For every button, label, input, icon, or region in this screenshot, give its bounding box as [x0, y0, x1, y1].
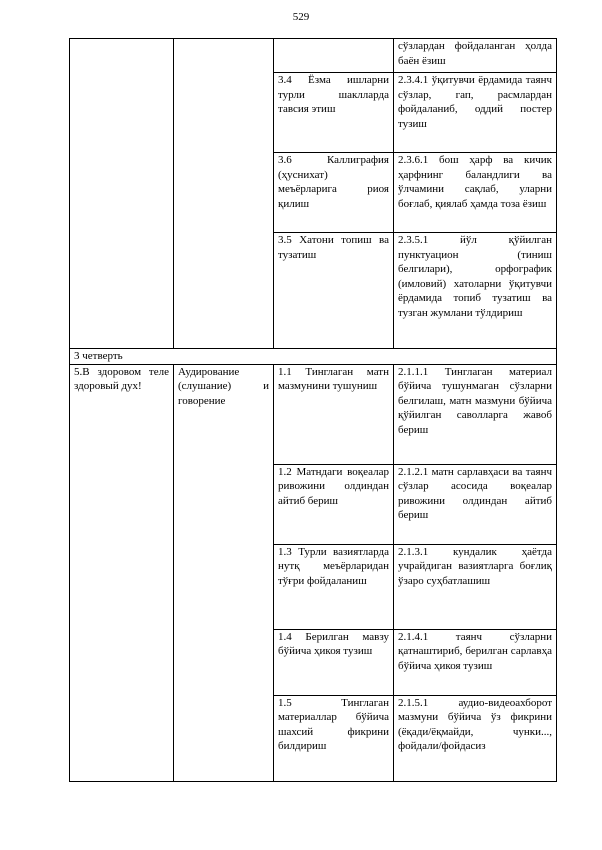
goal-cell: 1.5 Тинглаган материаллар бўйича шахсий фикрини билдириш	[274, 695, 394, 781]
goal-cell: 1.3 Турли вазиятларда нутқ меъёрларидан тўғри фойдаланиш	[274, 544, 394, 629]
standard-cell: 2.3.6.1 бош ҳарф ва кичик ҳарфнинг баландлиги ва ўлчамини сақлаб, уларни боғлаб, қиялаб ҳамда тоза ёзиш	[394, 153, 557, 233]
curriculum-table	[69, 38, 557, 782]
topic-cell-empty	[70, 39, 174, 349]
standard-cell: 2.1.3.1 кундалик ҳаётда учрайдиган вазиятларга боғлиқ ўзаро суҳбатлашиш	[394, 544, 557, 629]
table-row	[70, 364, 557, 464]
goal-cell: 3.4 Ёзма ишларни турли шаклларда тавсия этиш	[274, 73, 394, 153]
standard-cell: 2.3.4.1 ўқитувчи ёрдамида таянч сўзлар, гап, расмлардан фойдаланиб, оддий постер тузиш	[394, 73, 557, 153]
standard-cell: 2.1.2.1 матн сарлавҳаси ва таянч сўзлар асосида воқеалар ривожини олдиндан айтиб бериш	[394, 464, 557, 544]
standard-cell: 2.1.1.1 Тинглаган материал бўйича тушунмаган сўзларни белгилаш, матн мазмуни бўйича қўйилган саволларга жавоб бериш	[394, 364, 557, 464]
standard-cell: 2.3.5.1 йўл қўйилган пунктуацион (тиниш белгилари), орфографик (имловий) хатоларни ўқитувчи ёрдамида топиб тузатиш ва тузган жумлани тўлдириш	[394, 233, 557, 349]
goal-cell	[274, 39, 394, 73]
goal-cell: 1.1 Тинглаган матн мазмунини тушуниш	[274, 364, 394, 464]
quarter-row	[70, 349, 557, 365]
goal-cell: 1.4 Берилган мавзу бўйича ҳикоя тузиш	[274, 629, 394, 695]
table-row	[70, 39, 557, 73]
page-number: 529	[292, 11, 310, 23]
skill-cell-empty	[174, 39, 274, 349]
goal-cell: 3.6 Каллиграфия (ҳуснихат) меъёрларига риоя қилиш	[274, 153, 394, 233]
goal-cell: 3.5 Хатони топиш ва тузатиш	[274, 233, 394, 349]
standard-cell: 2.1.4.1 таянч сўзларни қатнаштириб, берилган сарлавҳа бўйича ҳикоя тузиш	[394, 629, 557, 695]
quarter-label: 3 четверть	[70, 349, 557, 365]
topic-cell: 5.В здоровом теле здоровый дух!	[70, 364, 174, 781]
standard-cell: 2.1.5.1 аудио-видеоахборот мазмуни бўйича ўз фикрини (ёқади/ёқмайди, чунки..., фойдали/фойдасиз	[394, 695, 557, 781]
skill-cell: Аудирование (слушание) и говорение	[174, 364, 274, 781]
goal-cell: 1.2 Матндаги воқеалар ривожини олдиндан айтиб бериш	[274, 464, 394, 544]
standard-cell: сўзлардан фойдаланган ҳолда баён ёзиш	[394, 39, 557, 73]
